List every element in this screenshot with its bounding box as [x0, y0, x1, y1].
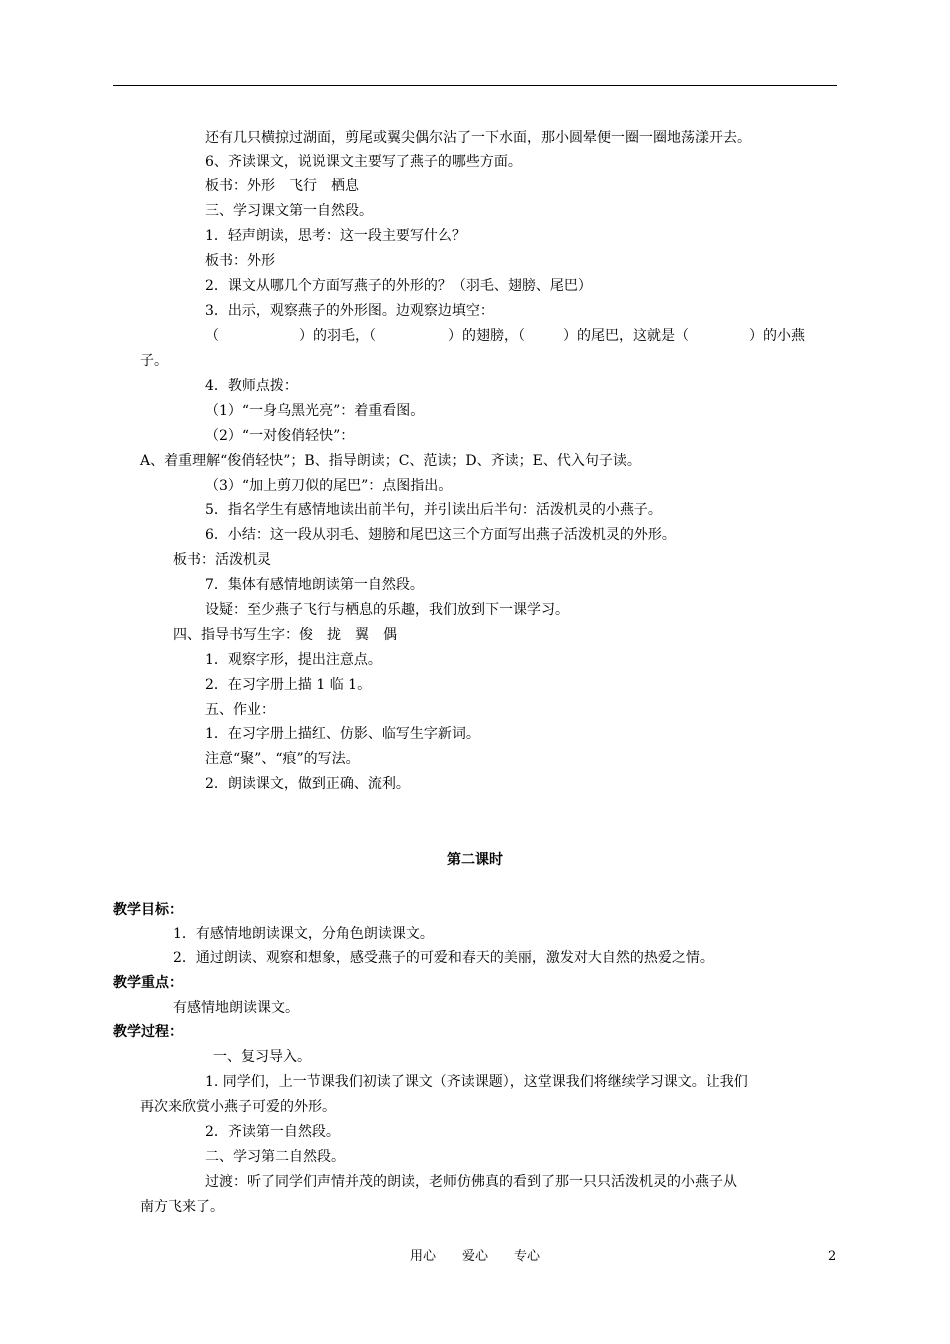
text-line: 1. 同学们，上一节课我们初读了课文（齐读课题），这堂课我们将继续学习课文。让我们 — [205, 1074, 748, 1090]
text-line: 6．小结：这一段从羽毛、翅膀和尾巴这三个方面写出燕子活泼机灵的外形。 — [205, 527, 676, 543]
heading-key-points: 教学重点： — [113, 975, 183, 991]
text-line: 2．在习字册上描 1 临 1。 — [205, 677, 372, 693]
text-line: 2．课文从哪几个方面写燕子的外形的？（羽毛、翅膀、尾巴） — [205, 278, 592, 294]
heading-goals: 教学目标： — [113, 902, 183, 918]
text-line: 过渡：听了同学们声情并茂的朗读，老师仿佛真的看到了那一只只活泼机灵的小燕子从 — [205, 1174, 737, 1190]
text-line: 二、学习第二自然段。 — [205, 1149, 345, 1165]
text-line: 2．朗读课文，做到正确、流利。 — [205, 776, 410, 792]
text-line: 1．有感情地朗读课文，分角色朗读课文。 — [173, 926, 434, 942]
text-line: 还有几只横掠过湖面，剪尾或翼尖偶尔沾了一下水面，那小圆晕便一圈一圈地荡漾开去。 — [205, 130, 751, 146]
section-title: 第二课时 — [447, 852, 503, 868]
text-line: 6、齐读课文，说说课文主要写了燕子的哪些方面。 — [205, 154, 522, 170]
text-line: 注意“聚”、“痕”的写法。 — [205, 751, 360, 767]
text-line: 3．出示，观察燕子的外形图。边观察边填空： — [205, 303, 494, 319]
text-line: 有感情地朗读课文。 — [173, 1000, 299, 1016]
fill-in-blank-line — [205, 326, 805, 346]
text-line: 5．指名学生有感情地读出前半句，并引读出后半句：活泼机灵的小燕子。 — [205, 502, 662, 518]
text-line: 五、作业： — [205, 702, 275, 718]
text-line: 7．集体有感情地朗读第一自然段。 — [205, 577, 424, 593]
text-line: 4．教师点拨： — [205, 378, 298, 394]
text-line: 板书：活泼机灵 — [173, 552, 271, 568]
fill-text: （ — [205, 328, 219, 344]
text-line: 南方飞来了。 — [140, 1199, 224, 1215]
text-line: 2．通过朗读、观察和想象，感受燕子的可爱和春天的美丽，激发对大自然的热爱之情。 — [173, 950, 714, 966]
fill-text: ）的小燕 — [749, 328, 805, 344]
text-line: 三、学习课文第一自然段。 — [205, 203, 373, 219]
header-rule — [113, 85, 837, 86]
text-line: 再次来欣赏小燕子可爱的外形。 — [140, 1099, 336, 1115]
text-line: 1．轻声朗读，思考：这一段主要写什么？ — [205, 228, 466, 244]
text-line: （2）“一对俊俏轻快”： — [205, 428, 355, 444]
fill-text: ）的羽毛，（ — [299, 328, 376, 344]
text-line: 一、复习导入。 — [213, 1049, 311, 1065]
text-line: （3）“加上剪刀似的尾巴”：点图指出。 — [205, 478, 453, 494]
text-line: （1）“一身乌黑光亮”：着重看图。 — [205, 403, 425, 419]
text-line: 板书：外形 飞行 栖息 — [205, 178, 359, 194]
text-line: 1．观察字形，提出注意点。 — [205, 652, 382, 668]
heading-process: 教学过程： — [113, 1024, 183, 1040]
footer-text: 用心 爱心 专心 — [409, 1249, 540, 1264]
text-line: 1．在习字册上描红、仿影、临写生字新词。 — [205, 726, 480, 742]
text-line: 2．齐读第一自然段。 — [205, 1124, 340, 1140]
page-number: 2 — [828, 1249, 837, 1264]
text-line: 子。 — [140, 353, 168, 369]
text-line: A、着重理解“俊俏轻快”；B、指导朗读；C、范读；D、齐读；E、代入句子读。 — [140, 453, 641, 469]
text-line: 设疑：至少燕子飞行与栖息的乐趣，我们放到下一课学习。 — [205, 602, 569, 618]
fill-text: ）的翅膀，（ — [448, 328, 525, 344]
text-line: 四、指导书写生字：俊 拢 翼 偶 — [173, 627, 397, 643]
fill-text: ）的尾巴，这就是（ — [563, 328, 689, 344]
text-line: 板书：外形 — [205, 253, 275, 269]
